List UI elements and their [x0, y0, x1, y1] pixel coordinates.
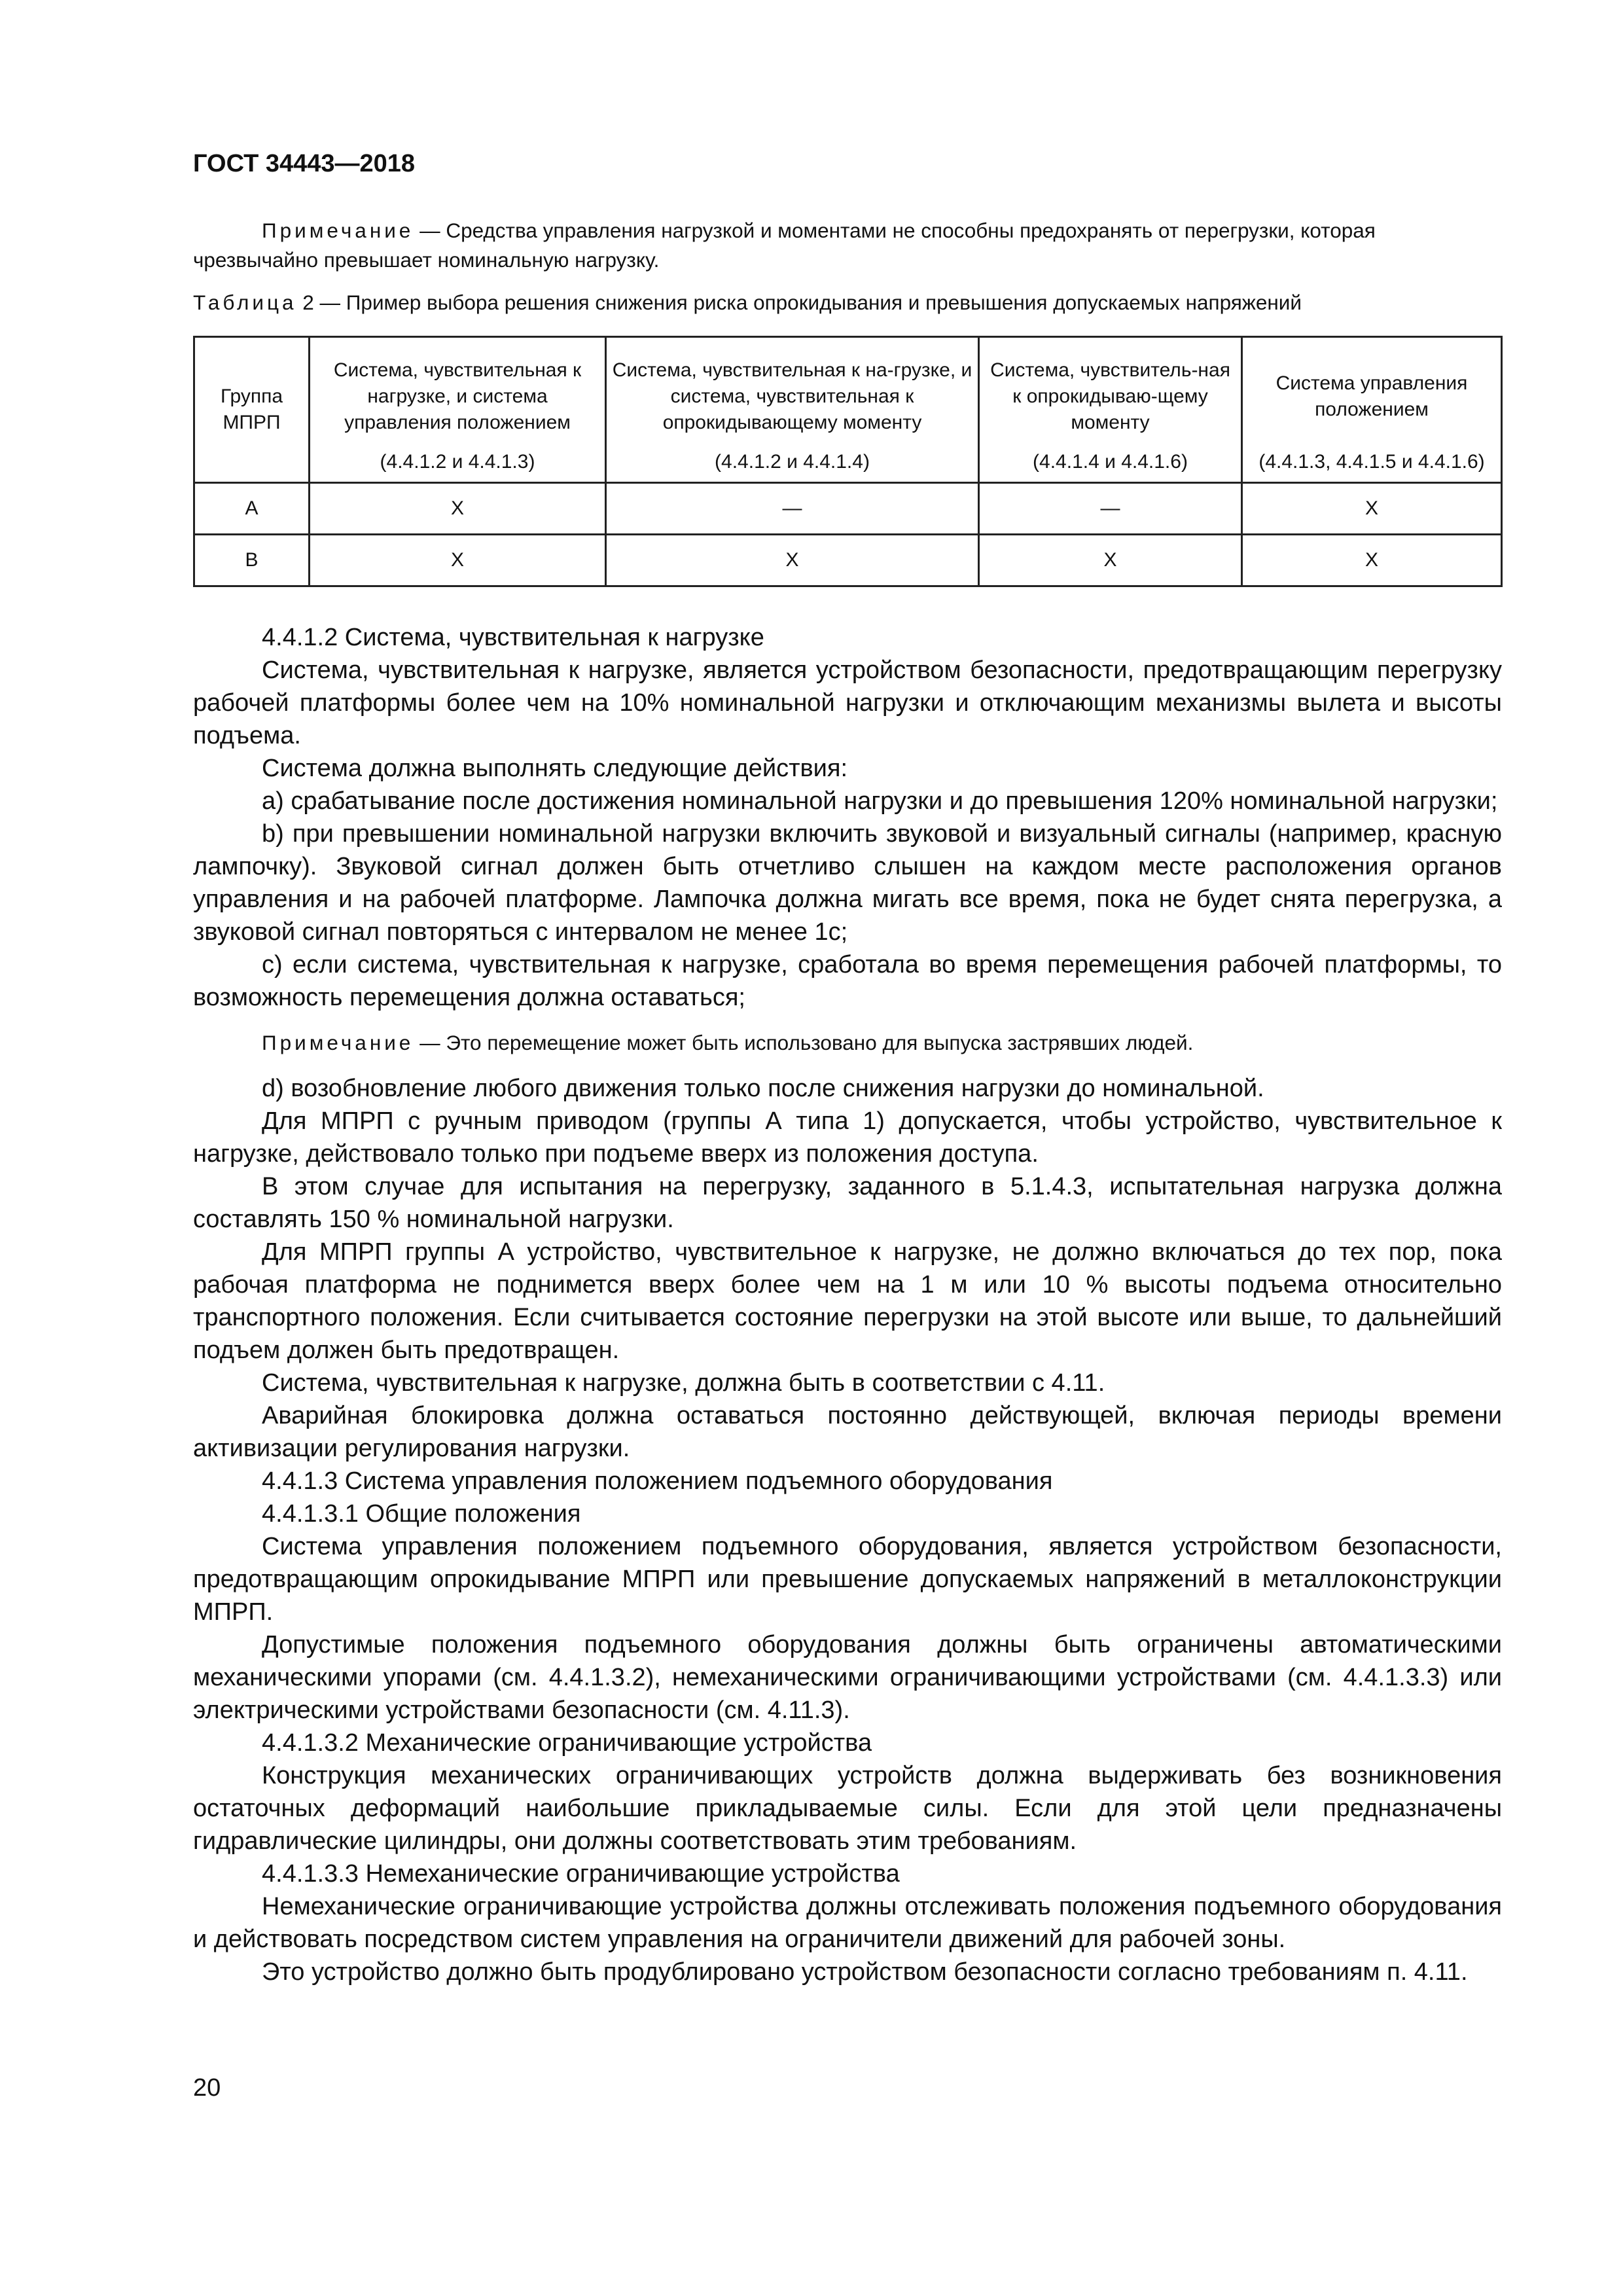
note [193, 1028, 1502, 1058]
document-id: ГОСТ 34443—2018 [193, 150, 416, 177]
list-item: c) если система, чувствительная к нагрузке, сработала во время перемещения рабочей платформы, то возможность перемещения должна оставаться; [193, 951, 1502, 1011]
list-item: d) возобновление любого движения только после снижения нагрузки до номинальной. [262, 1075, 1264, 1102]
section-heading: 4.4.1.2 Система, чувствительная к нагрузке [262, 624, 764, 651]
table-cell: А [194, 483, 310, 535]
table-caption-text: 2 — Пример выбора решения снижения риска опрокидывания и превышения допускаемых напряжений [296, 291, 1302, 314]
header-cell-group: Группа МПРП [194, 337, 310, 483]
body-text [193, 621, 1502, 1988]
table-cell: Х [1242, 483, 1502, 535]
table-cell: Х [606, 535, 979, 586]
table-cell: Х [310, 483, 606, 535]
paragraph: Для МПРП с ручным приводом (группы А типа 1) допускается, чтобы устройство, чувствительное к нагрузке, действовало только при подъеме вверх из положения доступа. [193, 1107, 1502, 1168]
table-row [194, 483, 1502, 535]
table-caption [193, 288, 1502, 317]
document-page [193, 147, 1502, 1988]
note-label: Примечание [262, 1031, 414, 1054]
selection-table [193, 336, 1503, 587]
paragraph: Аварийная блокировка должна оставаться постоянно действующей, включая периоды времени активизации регулирования нагрузки. [193, 1402, 1502, 1462]
header-cell-load-position: Система, чувствительная к нагрузке, и система управления положением (4.4.1.2 и 4.4.1.3) [310, 337, 606, 483]
paragraph: В этом случае для испытания на перегрузку, заданного в 5.1.4.3, испытательная нагрузка должна составлять 150 % номинальной нагрузки. [193, 1173, 1502, 1233]
header-ref: (4.4.1.2 и 4.4.1.3) [380, 451, 535, 473]
section-heading: 4.4.1.3.1 Общие положения [262, 1500, 581, 1528]
section-heading: 4.4.1.3 Система управления положением подъемного оборудования [262, 1467, 1053, 1495]
paragraph: Конструкция механических ограничивающих устройств должна выдерживать без возникновения остаточных деформаций наибольшие прикладываемые силы. Если для этой цели предназначены гидравлические цилиндры, они должны соответствовать этим требованиям. [193, 1762, 1502, 1855]
paragraph: Это устройство должно быть продублировано устройством безопасности согласно требованиям п. 4.11. [262, 1958, 1468, 1986]
note-top [193, 216, 1502, 275]
paragraph: Система, чувствительная к нагрузке, должна быть в соответствии с 4.11. [262, 1369, 1105, 1397]
note-text: — Средства управления нагрузкой и моментами не способны предохранять от перегрузки, которая чрезвычайно превышает номинальную нагрузку. [193, 219, 1376, 272]
header-ref: (4.4.1.2 и 4.4.1.4) [715, 451, 870, 473]
header-ref: (4.4.1.3, 4.4.1.5 и 4.4.1.6) [1258, 451, 1485, 473]
section-heading: 4.4.1.3.3 Немеханические ограничивающие устройства [262, 1860, 900, 1888]
paragraph: Система должна выполнять следующие действия: [262, 755, 848, 782]
list-item: a) срабатывание после достижения номинальной нагрузки и до превышения 120% номинальной нагрузки; [262, 787, 1498, 815]
paragraph: Допустимые положения подъемного оборудования должны быть ограничены автоматическими механическими упорами (см. 4.4.1.3.2), немеханическими ограничивающими устройствами (см. 4.4.1.3.3) или электрическими устройствами безопасности (см. 4.11.3). [193, 1631, 1502, 1724]
header-cell-position: Система управления положением (4.4.1.3, 4.4.1.5 и 4.4.1.6) [1242, 337, 1502, 483]
paragraph: Немеханические ограничивающие устройства должны отслеживать положения подъемного оборудования и действовать посредством систем управления на ограничители движений для рабочей зоны. [193, 1893, 1502, 1953]
paragraph: Система управления положением подъемного оборудования, является устройством безопасности, предотвращающим опрокидывание МПРП или превышение допускаемых напряжений в металлоконструкции МПРП. [193, 1533, 1502, 1626]
table-cell: Х [979, 535, 1242, 586]
header-cell-load-moment: Система, чувствительная к на-грузке, и система, чувствительная к опрокидывающему моменту (4.4.1.2 и 4.4.1.4) [606, 337, 979, 483]
note-label: Примечание [262, 219, 414, 242]
table-cell: В [194, 535, 310, 586]
table-cell: — [606, 483, 979, 535]
table-header-row [194, 337, 1502, 483]
table-row [194, 535, 1502, 586]
table-cell: Х [310, 535, 606, 586]
section-heading: 4.4.1.3.2 Механические ограничивающие устройства [262, 1729, 872, 1757]
header-cell-moment: Система, чувствитель-ная к опрокидываю-щему моменту (4.4.1.4 и 4.4.1.6) [979, 337, 1242, 483]
table-caption-label: Таблица [193, 291, 297, 314]
list-item: b) при превышении номинальной нагрузки включить звуковой и визуальный сигналы (например, красную лампочку). Звуковой сигнал должен быть отчетливо слышен на каждом месте расположения органов управления и на рабочей платформе. Лампочка должна мигать все время, пока не будет снята перегрузка, а звуковой сигнал повторяться с интервалом не менее 1с; [193, 820, 1502, 946]
header-ref: (4.4.1.4 и 4.4.1.6) [1033, 451, 1188, 473]
paragraph: Система, чувствительная к нагрузке, является устройством безопасности, предотвращающим перегрузку рабочей платформы более чем на 10% номинальной нагрузки и отключающим механизмы вылета и высоты подъема. [193, 656, 1502, 749]
table-cell: Х [1242, 535, 1502, 586]
page-number: 20 [193, 2074, 221, 2102]
paragraph: Для МПРП группы А устройство, чувствительное к нагрузке, не должно включаться до тех пор, пока рабочая платформа не поднимется вверх более чем на 1 м или 10 % высоты подъема относительно транспортного положения. Если считывается состояние перегрузки на этой высоте или выше, то дальнейший подъем должен быть предотвращен. [193, 1238, 1502, 1364]
table-cell: — [979, 483, 1242, 535]
note-text: — Это перемещение может быть использовано для выпуска застрявших людей. [414, 1031, 1194, 1054]
